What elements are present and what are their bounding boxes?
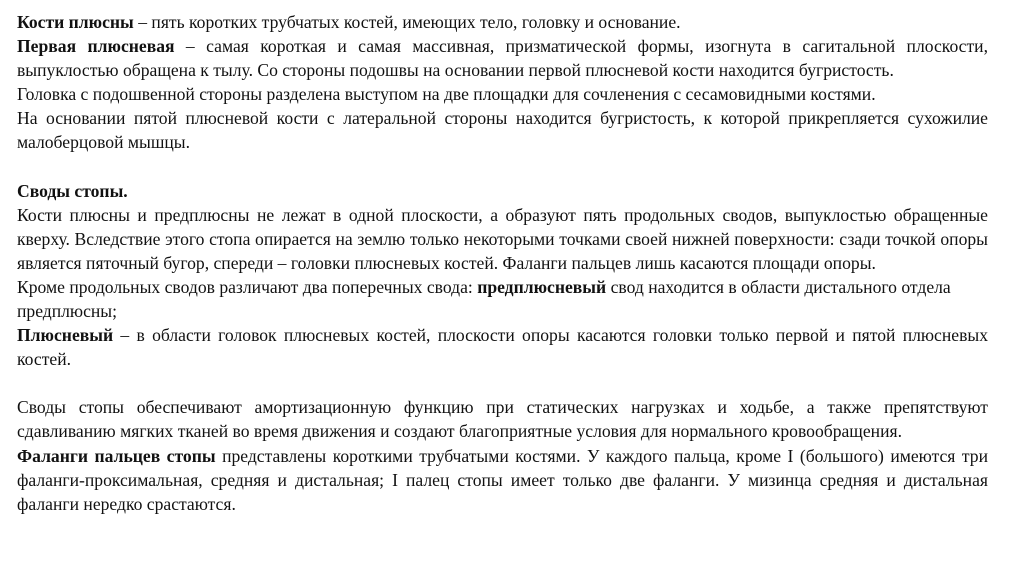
term-metatarsal-bones: Кости плюсны <box>17 12 134 32</box>
paragraph-text: – в области головок плюсневых костей, плоскости опоры касаются головки только первой и пятой плюсневых костей. <box>17 325 988 370</box>
paragraph-text: Кости плюсны и предплюсны не лежат в одной плоскости, а образуют пять продольных сводов, выпуклостью обращенные кверху. Вследствие этого стопа опирается на землю только некоторыми точками своей нижней поверхности: сзади точкой опоры является пяточный бугор, спереди – головки плюсневых костей. Фаланги пальцев лишь касаются площади опоры. <box>17 204 988 273</box>
paragraph-text: свод находится в области дистального отдела предплюсны; <box>17 276 951 322</box>
paragraph-head <box>17 82 988 106</box>
paragraph-metatarsal-arch <box>17 323 988 371</box>
blank-line <box>17 155 988 179</box>
paragraph-text: Головка с подошвенной стороны разделена выступом на две площадки для сочленения с сесамовидными костями. <box>17 84 876 105</box>
term-tarsal-arch: предплюсневый <box>477 276 607 297</box>
paragraph-first-metatarsal <box>17 34 988 82</box>
paragraph-longitudinal-arches <box>17 203 988 275</box>
term-phalanges: Фаланги пальцев стопы <box>17 445 216 466</box>
paragraph-text: Кроме продольных сводов различают два поперечных свода: <box>17 276 478 297</box>
blank-line <box>17 371 988 395</box>
paragraph-metatarsal-bones <box>17 10 988 34</box>
paragraph-text: – пять коротких трубчатых костей, имеющих тело, головку и основание. <box>133 12 681 32</box>
paragraph-transverse-arches <box>17 275 988 323</box>
paragraph-text: – самая короткая и самая массивная, призматической формы, изогнута в сагитальной плоскости, выпуклостью обращена к тылу. Со стороны подошвы на основании первой плюсневой кости находится бугристость. <box>17 36 988 81</box>
paragraph-text: представлены короткими трубчатыми костями. У каждого пальца, кроме I (большого) имеются три фаланги-проксимальная, средняя и дистальная; I палец стопы имеет только две фаланги. У мизинца средняя и дистальная фаланги нередко срастаются. <box>17 445 989 514</box>
paragraph-phalanges <box>17 444 988 516</box>
heading-arches-of-foot: Своды стопы. <box>17 180 128 201</box>
term-first-metatarsal: Первая плюсневая <box>17 36 175 57</box>
paragraph-arch-function <box>17 395 988 443</box>
paragraph-text: Своды стопы обеспечивают амортизационную функцию при статических нагрузках и ходьбе, а также препятствуют сдавливанию мягких тканей во время движения и создают благоприятные условия для нормального кровообращения. <box>17 397 988 442</box>
section-heading <box>17 179 988 203</box>
term-metatarsal-arch: Плюсневый <box>17 325 114 346</box>
paragraph-text: На основании пятой плюсневой кости с латеральной стороны находится бугристость, к которой прикрепляется сухожилие малоберцовой мышцы. <box>17 108 988 153</box>
paragraph-fifth-metatarsal <box>17 106 988 154</box>
